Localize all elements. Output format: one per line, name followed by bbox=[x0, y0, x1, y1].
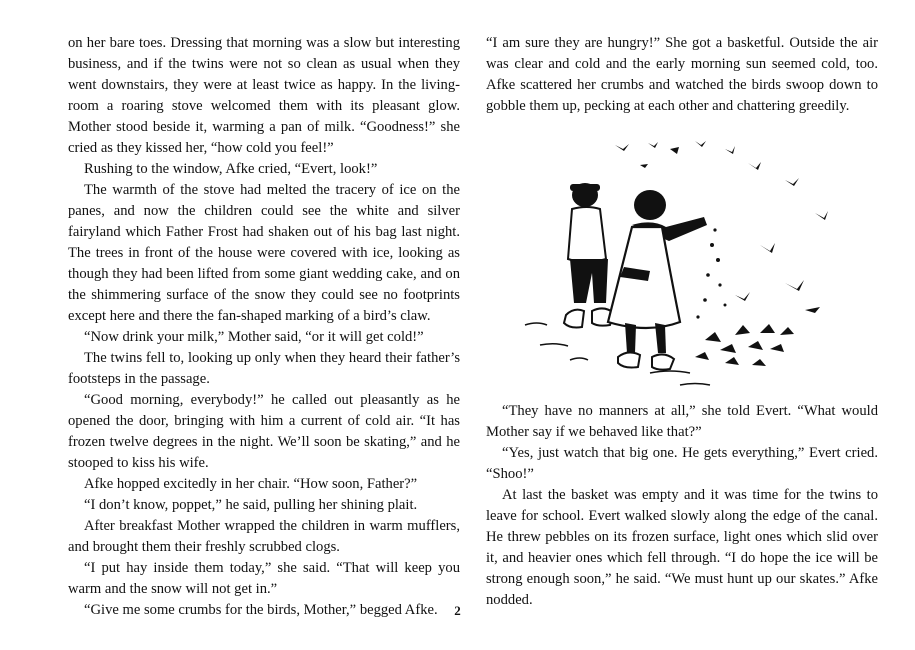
paragraph: “Yes, just watch that big one. He gets everything,” Evert cried. “Shoo!” bbox=[486, 445, 878, 482]
illustration-drawing bbox=[520, 135, 840, 395]
paragraph: “I don’t know, poppet,” he said, pulling her shining plait. bbox=[84, 497, 418, 513]
paragraph: The twins fell to, looking up only when they heard their father’s footsteps in the passage. bbox=[68, 350, 460, 387]
paragraph: At last the basket was empty and it was time for the twins to leave for school. Evert walked slowly along the edge of the canal. He threw pebbles on its frozen surface, light ones which slid over it, and heavier ones which fell through. “I do hope the ice will be strong enough soon,” he said. “We must hunt up our skates.” Afke nodded. bbox=[486, 487, 878, 608]
paragraph: Afke hopped excitedly in her chair. “How soon, Father?” bbox=[84, 476, 418, 492]
right-text-column-bottom bbox=[486, 401, 878, 611]
children-feeding-birds-illustration bbox=[520, 135, 840, 395]
paragraph: on her bare toes. Dressing that morning was a slow but interesting business, and if the twins were not so clean as usual when they went downstairs, they were at least twice as happy. In the living-room a roaring stove welcomed them with its pleasant glow. Mother stood beside it, warming a pan of milk. “Goodness!” she cried as they kissed her, “how cold you feel!” bbox=[68, 35, 460, 156]
paragraph: “I am sure they are hungry!” She got a basketful. Outside the air was clear and cold and the early morning sun seemed cold, too. Afke scattered her crumbs and watched the birds swoop down to gobble them up, pecking at each other and chattering greedily. bbox=[486, 35, 878, 114]
paragraph: “Good morning, everybody!” he called out pleasantly as he opened the door, bringing with him a current of cold air. “It has frozen twelve degrees in the night. We’ll soon be skating,” and he stooped to kiss his wife. bbox=[68, 392, 460, 471]
paragraph: “They have no manners at all,” she told Evert. “What would Mother say if we behaved like that?” bbox=[486, 403, 878, 440]
left-text-column bbox=[68, 33, 460, 621]
page-number: 2 bbox=[454, 603, 461, 618]
paragraph: The warmth of the stove had melted the tracery of ice on the panes, and now the children could see the white and silver fairyland which Father Frost had shaken out of his bag last night. The trees in front of the house were covered with ice, looking as though they had been lifted from some giant wedding cake, and on the shimmering surface of the snow they could see no footprints except here and there the fan-shaped marking of a bird’s claw. bbox=[68, 182, 460, 324]
paragraph: Rushing to the window, Afke cried, “Evert, look!” bbox=[84, 161, 378, 177]
right-text-column-top bbox=[486, 33, 878, 117]
paragraph: After breakfast Mother wrapped the children in warm mufflers, and brought them their freshly scrubbed clogs. bbox=[68, 518, 460, 555]
paragraph: “I put hay inside them today,” she said. “That will keep you warm and the snow will not get in.” bbox=[68, 560, 460, 597]
paragraph: “Give me some crumbs for the birds, Mother,” begged Afke. bbox=[84, 602, 438, 618]
paragraph: “Now drink your milk,” Mother said, “or it will get cold!” bbox=[84, 329, 424, 345]
